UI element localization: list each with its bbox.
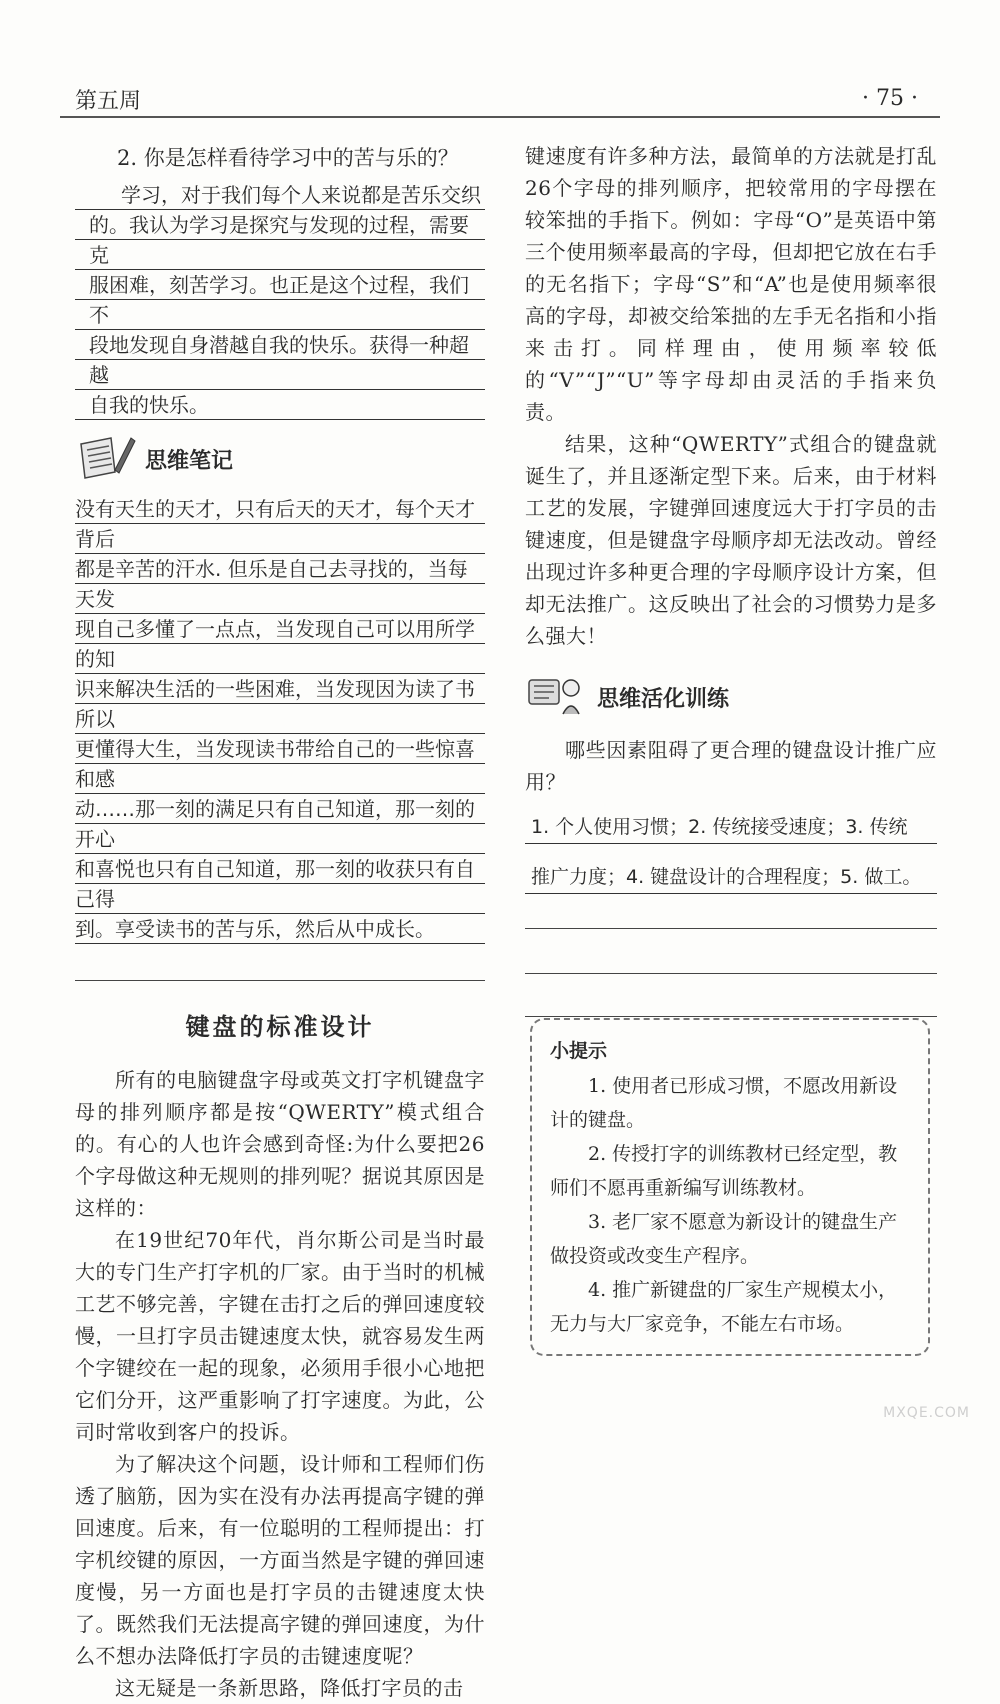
answer-line: 服困难，刻苦学习。也正是这个过程，我们不 xyxy=(89,273,469,327)
section-label: 第五周 xyxy=(75,89,142,114)
watermark: MXQE.COM xyxy=(883,1405,970,1421)
right-column xyxy=(525,140,937,1017)
notes-line: 和喜悦也只有自己知道，那一刻的收获只有自己得 xyxy=(75,857,475,911)
tip-item: 2. 传授打字的训练教材已经定型，教师们不愿再重新编写训练教材。 xyxy=(550,1143,898,1199)
answer-line: 自我的快乐。 xyxy=(89,393,209,417)
answer-line: 的。我认为学习是探究与发现的过程，需要克 xyxy=(89,213,469,267)
blank-answer-line xyxy=(525,973,937,974)
notes-line: 识来解决生活的一些困难，当发现因为读了书所以 xyxy=(75,677,475,731)
article-body-left xyxy=(75,1064,485,1704)
answer-line: 推广力度；4. 键盘设计的合理程度；5. 做工。 xyxy=(525,862,937,894)
handwritten-answer xyxy=(75,180,485,420)
thinking-figure-icon xyxy=(525,672,589,722)
page-number: · 75 · xyxy=(862,86,918,111)
divider xyxy=(75,980,485,981)
notes-line: 到。享受读书的苦与乐，然后从中成长。 xyxy=(75,917,435,941)
notes-line: 没有天生的天才，只有后天的天才，每个天才背后 xyxy=(75,497,475,551)
tip-box xyxy=(530,1018,930,1356)
article-paragraph: 这无疑是一条新思路，降低打字员的击 xyxy=(115,1676,464,1700)
article-paragraph: 在19世纪70年代，肖尔斯公司是当时最大的专门生产打字机的厂家。由于当时的机械工艺不够完善，字键在击打之后的弹回速度较慢，一旦打字员击键速度太快，就容易发生两个字键绞在一起的现象，必须用手很小心地把它们分开，这严重影响了打字速度。为此，公司时常收到客户的投诉。 xyxy=(75,1228,485,1444)
tip-item: 1. 使用者已形成习惯，不愿改用新设计的键盘。 xyxy=(550,1075,898,1131)
notes-line: 现自己多懂了一点点，当发现自己可以用所学的知 xyxy=(75,617,475,671)
tip-title: 小提示 xyxy=(550,1040,608,1062)
training-title: 思维活化训练 xyxy=(597,686,730,712)
notebook-pen-icon xyxy=(75,432,137,486)
tip-item: 4. 推广新键盘的厂家生产规模太小，无力与大厂家竞争，不能左右市场。 xyxy=(550,1279,898,1335)
header-rule xyxy=(60,116,940,118)
notes-line: 动……那一刻的满足只有自己知道，那一刻的开心 xyxy=(75,797,475,851)
thinking-notes xyxy=(75,494,485,944)
training-question: 哪些因素阻碍了更合理的键盘设计推广应用？ xyxy=(525,738,937,794)
notes-line: 更懂得大生，当发现读书带给自己的一些惊喜和感 xyxy=(75,737,475,791)
blank-answer-line xyxy=(525,928,937,929)
notes-line: 都是辛苦的汗水. 但乐是自己去寻找的，当每天发 xyxy=(75,557,468,611)
article-paragraph: 所有的电脑键盘字母或英文打字机键盘字母的排列顺序都是按“QWERTY”模式组合的。有心的人也许会感到奇怪:为什么要把26个字母做这种无规则的排列呢？据说其原因是这样的： xyxy=(75,1068,485,1220)
article-title: 键盘的标准设计 xyxy=(185,1013,375,1041)
article-paragraph: 结果，这种“QWERTY”式组合的键盘就诞生了，并且逐渐定型下来。后来，由于材料工艺的发展，字键弹回速度远大于打字员的击键速度，但是键盘字母顺序却无法改动。曾经出现过许多种更合理的字母顺序设计方案，但却无法推广。这反映出了社会的习惯势力是多么强大！ xyxy=(525,432,937,648)
blank-answer-line xyxy=(525,1016,937,1017)
answer-line: 1. 个人使用习惯；2. 传统接受速度；3. 传统 xyxy=(525,812,937,844)
question-2: 2. 你是怎样看待学习中的苦与乐的？ xyxy=(117,146,459,170)
training-heading xyxy=(525,672,937,722)
training-answers xyxy=(525,812,937,894)
article-paragraph: 为了解决这个问题，设计师和工程师们伤透了脑筋，因为实在没有办法再提高字键的弹回速度。后来，有一位聪明的工程师提出：打字机绞键的原因，一方面当然是字键的弹回速度慢，另一方面也是打字员的击键速度太快了。既然我们无法提高字键的弹回速度，为什么不想办法降低打字员的击键速度呢？ xyxy=(75,1452,485,1668)
tip-item: 3. 老厂家不愿意为新设计的键盘生产做投资或改变生产程序。 xyxy=(550,1211,898,1267)
notes-title: 思维笔记 xyxy=(145,448,234,474)
notes-heading xyxy=(75,432,485,486)
answer-line: 段地发现自身潜越自我的快乐。获得一种超越 xyxy=(89,333,469,387)
left-column xyxy=(75,138,485,1704)
article-paragraph-continued: 键速度有许多种方法，最简单的方法就是打乱26个字母的排列顺序，把较常用的字母摆在较笨拙的手指下。例如：字母“O”是英语中第三个使用频率最高的字母，但却把它放在右手的无名指下；字母“S”和“A”也是使用频率很高的字母，却被交给笨拙的左手无名指和小指来击打。同样理由，使用频率较低的“V”“J”“U”等字母却由灵活的手指来负责。 xyxy=(525,144,937,424)
answer-line: 学习，对于我们每个人来说都是苦乐交织 xyxy=(121,183,481,207)
